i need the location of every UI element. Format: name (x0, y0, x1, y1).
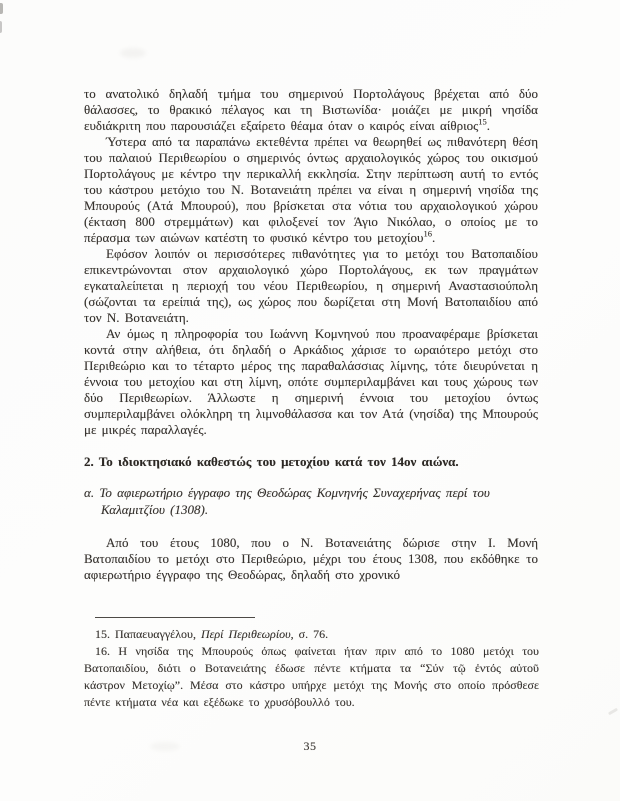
footnote-separator-rule (95, 617, 255, 618)
footnote-reference-16: 16 (423, 228, 432, 239)
scan-edge-smudge (0, 3, 3, 14)
footnote-reference-15: 15 (478, 116, 487, 127)
paragraph (84, 134, 538, 246)
paragraph-text: Ύστερα από τα παραπάνω εκτεθέντα πρέπει να θεωρηθεί ως πιθανότερη θέση του παλαιού Περιθεωρίου ο σημερινός όντως αρχαιολογικός χώρος του οικισμού Πορτολάγους με κέντρο την περικαλλή εκκλησία. Στην περίπτωση αυτή το εντός του κάστρου μετόχιο του Ν. Βοτανειάτη πρέπει να είναι η σημερινή νησίδα της Μπουρούς (Ατά Μπουρού), που βρίσκεται στα νότια του αρχαιολογικού χώρου (έκταση 800 στρεμμάτων) και φιλοξενεί τον Άγιο Νικόλαο, ο οποίος με το πέρασμα των αιώνων κατέστη το φυσικό κέντρο του μετοχίου (84, 134, 538, 245)
footnote-text: 15. Παπαευαγγέλου, (95, 627, 201, 641)
footnote-text: , σ. 76. (290, 627, 329, 641)
paragraph-text: . (431, 230, 436, 245)
paragraph-text: το ανατολικό δηλαδή τμήμα του σημερινού Πορτολάγους βρέχεται από δύο θάλασσες, το θρακικό πέλαγος και τη Βιστωνίδα· μοιάζει με μικρή νησίδα ευδιάκριτη που παρουσιάζει εξαίρετο θέαμα όταν ο καιρός είναι αίθριος (84, 86, 538, 133)
scan-paper-blot (608, 708, 618, 716)
paragraph-continuation (84, 86, 538, 134)
footnote-15 (84, 626, 539, 643)
scan-paper-blot (120, 48, 146, 58)
paragraph: Από του έτους 1080, που ο Ν. Βοτανειάτης δώρισε στην Ι. Μονή Βατοπαιδίου το μετόχι στο Περιθεώριο, μέχρι του έτους 1308, που εκδόθηκε το αφιερωτήριο έγγραφο της Θεοδώρας, δηλαδή στο χρονικό (84, 535, 538, 582)
paragraph: Εφόσον λοιπόν οι περισσότερες πιθανότητες για το μετόχι του Βατοπαιδίου επικεντρώνονται στον αρχαιολογικό χώρο Πορτολάγους, εκ των πραγμάτων εγκαταλείπεται η περιοχή του νέου Περιθεωρίου, η σημερινή Αναστασιούπολη (σώζονται τα ερείπιά της), ως χώρος που δωρίζεται στη Μονή Βατοπαιδίου από τον Ν. Βοτανειάτη. (84, 246, 538, 325)
subsection-heading: α. Το αφιερωτήριο έγγραφο της Θεοδώρας Κομνηνής Συναχερήνας περί του Καλαμιτζίου (1308). (84, 485, 490, 517)
paragraph-text: . (486, 118, 490, 133)
page-number: 35 (303, 739, 317, 753)
footnotes-block (84, 626, 539, 711)
scan-edge-smudge (0, 21, 2, 33)
footnote-cited-title: Περί Περιθεωρίου (200, 627, 291, 641)
main-text-column (84, 86, 538, 583)
paragraph: Αν όμως η πληροφορία του Ιωάννη Κομνηνού που προαναφέραμε βρίσκεται κοντά στην αλήθεια, ότι δηλαδή ο Αρκάδιος χάρισε το ωραιότερο μετόχι στο Περιθεώριο και το τέταρτο μέρος της παραθαλάσσιας λίμνης, τότε διευρύνεται η έννοια του μετοχίου και στη λίμνη, οπότε συμπεριλαμβάνει και τους χώρους των δύο Περιθεωρίων. Άλλωστε η σημερινή έννοια του μετοχίου όντως συμπεριλαμβάνει ολόκληρη τη λιμνοθάλασσα και τον Ατά (νησίδα) της Μπουρούς με μικρές παραλλαγές. (84, 326, 538, 437)
section-heading: 2. Το ιδιοκτησιακό καθεστώς του μετοχίου κατά τον 14ον αιώνα. (84, 454, 459, 469)
footnote-16: 16. Η νησίδα της Μπουρούς όπως φαίνεται ήταν πριν από το 1080 μετόχι του Βατοπαιδίου, διότι ο Βοτανειάτης έδωσε πέντε κτήματα τα “Σύν τῷ ἐντός αὐτοῦ κάστρον Μετοχίῳ”. Μέσα στο κάστρο υπήρχε μετόχι της Μονής στο οποίο πρόσθεσε πέντε κτήματα νέα και εξέδωκε το χρυσόβουλλό του. (84, 644, 539, 709)
